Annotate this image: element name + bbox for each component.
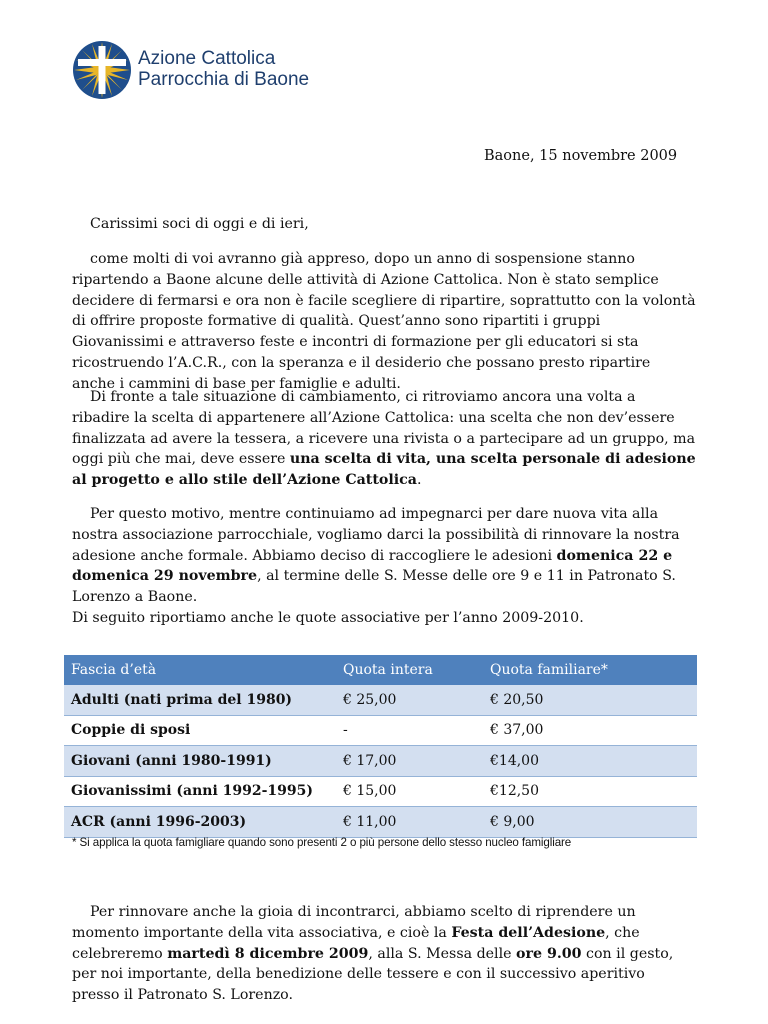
paragraph-4-text-4: con il gesto, per noi importante, della benedizione delle tessere e con il successivo aperitivo presso il Patronato S. Lorenzo. (72, 945, 674, 1004)
paragraph-4-text-1: Per rinnovare anche la gioia di incontrarci, abbiamo scelto di riprendere un momento importante della vita associativa, e cioè la (72, 904, 636, 941)
table-cell-family-fee: €12,50 (483, 776, 697, 807)
table-cell-age-group: ACR (anni 1996-2003) (64, 807, 336, 838)
paragraph-3-bold: domenica 22 e domenica 29 novembre (72, 547, 673, 585)
table-footnote: * Si applica la quota famigliare quando sono presenti 2 o più persone dello stesso nucleo famigliare (72, 836, 572, 849)
paragraph-3-line2: Di seguito riportiamo anche le quote associative per l’anno 2009-2010. (72, 609, 584, 626)
greeting-text: Carissimi soci di oggi e di ieri, (90, 216, 309, 232)
paragraph-3-end: , al termine delle S. Messe delle ore 9 e 11 in Patronato S. Lorenzo a Baone. (72, 568, 676, 606)
paragraph-3 (72, 504, 696, 629)
table-cell-family-fee: € 37,00 (483, 715, 697, 746)
membership-fee-table (64, 655, 697, 838)
table-cell-age-group: Adulti (nati prima del 1980) (64, 685, 336, 715)
greeting (72, 214, 696, 235)
paragraph-2-bold: una scelta di vita, una scelta personale di adesione al progetto e allo stile dell’Azione Cattolica (72, 451, 696, 489)
organization-name (138, 48, 309, 90)
table-cell-full-fee: - (336, 715, 483, 746)
paragraph-3-text: Per questo motivo, mentre continuiamo ad impegnarci per dare nuova vita alla nostra associazione parrocchiale, vogliamo darci la possibilità di rinnovare la nostra adesione anche formale. Abbiamo deciso di raccogliere le adesioni (72, 506, 680, 564)
table-cell-age-group: Giovanissimi (anni 1992-1995) (64, 776, 336, 807)
table-cell-family-fee: €14,00 (483, 746, 697, 777)
table-header-row (64, 655, 697, 685)
paragraph-1-text: come molti di voi avranno già appreso, dopo un anno di sospensione stanno ripartendo a Baone alcune delle attività di Azione Cattolica. Non è stato semplice decidere di fermarsi e ora non è facile scegliere di ripartire, soprattutto con la volontà di offrire proposte formative di qualità. Quest’anno sono ripartiti i gruppi Giovanissimi e attraverso feste e incontri di formazione per gli educatori si sta ricostruendo l’A.C.R., con la speranza e il desiderio che possano presto ripartire anche i cammini di base per famiglie e adulti. (72, 251, 696, 392)
paragraph-1 (72, 249, 696, 395)
paragraph-4-bold-3: ore 9.00 (516, 945, 582, 962)
table-cell-full-fee: € 11,00 (336, 807, 483, 838)
paragraph-4-text-3: , alla S. Messa delle (368, 945, 517, 962)
header-full-fee: Quota intera (336, 655, 483, 685)
table-cell-full-fee: € 15,00 (336, 776, 483, 807)
table-row (64, 746, 697, 777)
header-age-group: Fascia d’età (64, 655, 336, 685)
table-cell-age-group: Giovani (anni 1980-1991) (64, 746, 336, 777)
table-cell-full-fee: € 25,00 (336, 685, 483, 715)
table-cell-age-group: Coppie di sposi (64, 715, 336, 746)
table-cell-family-fee: € 9,00 (483, 807, 697, 838)
header-family-fee: Quota familiare* (483, 655, 697, 685)
paragraph-4 (72, 902, 696, 1006)
paragraph-2 (72, 387, 696, 491)
org-line-2: Parrocchia di Baone (138, 69, 310, 90)
azione-cattolica-logo (72, 40, 132, 100)
paragraph-4-bold-2: martedì 8 dicembre 2009 (167, 945, 369, 962)
table-cell-family-fee: € 20,50 (483, 685, 697, 715)
paragraph-4-bold-1: Festa dell’Adesione (451, 924, 606, 941)
paragraph-4-text-2: , che celebreremo (72, 924, 640, 962)
table-row (64, 685, 697, 715)
table-row (64, 776, 697, 807)
paragraph-2-text: Di fronte a tale situazione di cambiamento, ci ritroviamo ancora una volta a ribadire la scelta di appartenere all’Azione Cattolica: una scelta che non dev’essere finalizzata ad avere la tessera, a ricevere una rivista o a partecipare ad un gruppo, ma oggi più che mai, deve essere (72, 389, 696, 468)
letter-date: Baone, 15 novembre 2009 (484, 148, 678, 164)
org-line-1: Azione Cattolica (138, 48, 276, 69)
paragraph-2-end: . (417, 472, 422, 489)
table-cell-full-fee: € 17,00 (336, 746, 483, 777)
table-row (64, 715, 697, 746)
table-row (64, 807, 697, 838)
